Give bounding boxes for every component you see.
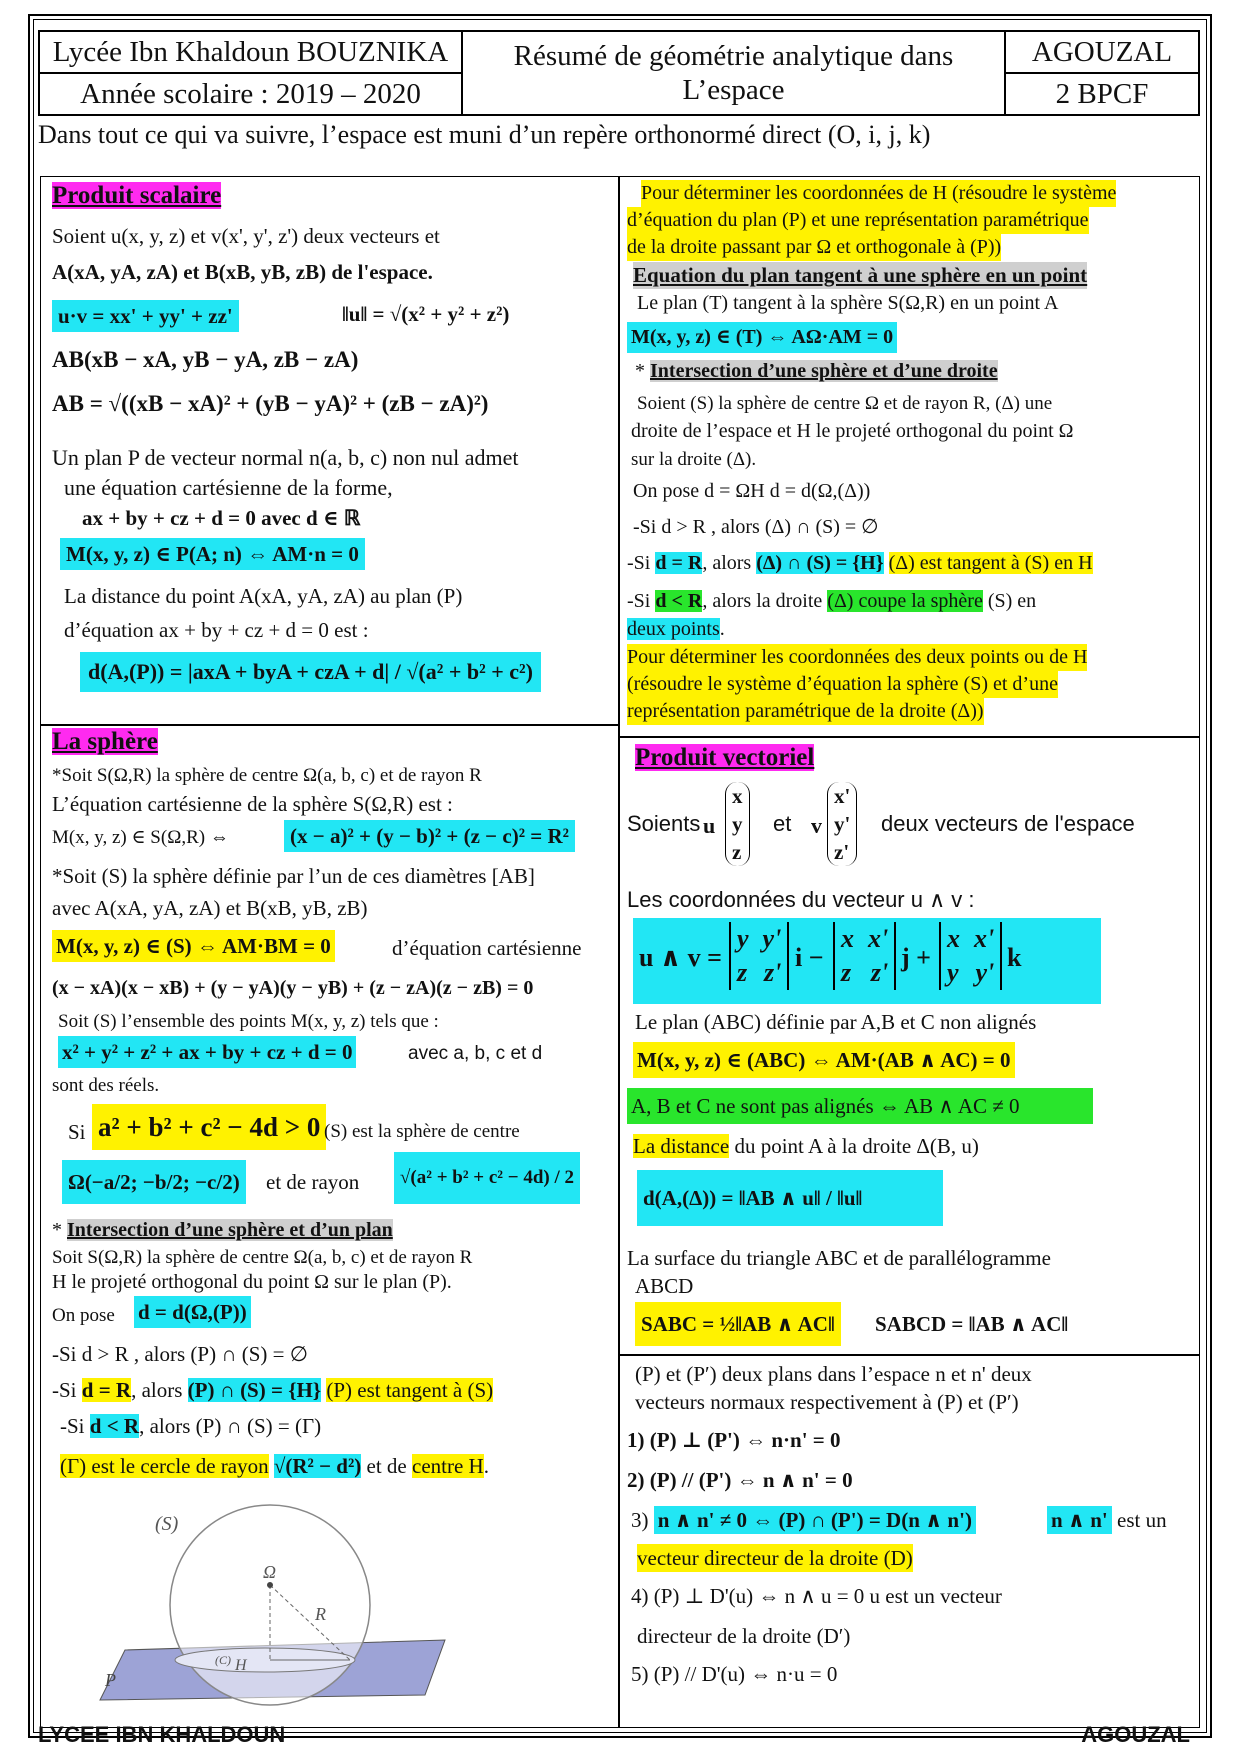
point-line-distance-formula: d(A,(Δ)) = ‖AB ∧ u‖ / ‖u‖: [637, 1170, 943, 1226]
ps-line: Un plan P de vecteur normal n(a, b, c) non nul admet: [52, 445, 519, 470]
label-h: H: [235, 1657, 247, 1674]
inter-droite-case-3: -Si d < R, alors la droite (Δ) coupe la sphère (S) en: [627, 590, 1037, 612]
sphere-line: avec A(xA, yA, zA) et B(xB, yB, zB): [52, 896, 368, 920]
school-name: Lycée Ibn Khaldoun BOUZNIKA: [38, 30, 463, 74]
author-name: AGOUZAL: [1004, 30, 1200, 74]
inter-plan-case-3: -Si d < R, alors (P) ∩ (S) = (Γ): [60, 1414, 322, 1438]
sphere-diameter-equation: (x − xA)(x − xB) + (y − yA)(y − yB) + (z − zA)(z − zB) = 0: [52, 977, 534, 999]
sphere-line: L’équation cartésienne de la sphère S(Ω,R) est :: [52, 792, 453, 816]
sphere-cartesian-equation: (x − a)² + (y − b)² + (z − c)² = R²: [284, 820, 575, 852]
rt-line: (résoudre le système d’équation la sphère (S) et d’une: [627, 671, 1058, 698]
plans-director-vector: n ∧ n' est un: [1047, 1506, 1167, 1534]
plans-line: directeur de la droite (D′): [637, 1624, 851, 1648]
vector-v-coords: x' y' z': [827, 782, 857, 866]
plans-intersection: 3) n ∧ n' ≠ 0 ⇔ (P) ∩ (P') = D(n ∧ n'): [631, 1506, 976, 1534]
footer-left: LYCEE IBN KHALDOUN: [38, 1722, 286, 1747]
plans-line: (P) et (P′) deux plans dans l’espace n et n' deux: [635, 1362, 1032, 1386]
plans-line-parallel: 5) (P) // D'(u) ⇔ n·u = 0: [631, 1662, 838, 1686]
sphere-line: *Soit (S) la sphère définie par l’un de ces diamètres [AB]: [52, 864, 535, 888]
sphere-line: avec a, b, c et d: [408, 1043, 543, 1064]
plane-abc-formula: M(x, y, z) ∈ (ABC) ⇔ AM·(AB ∧ AC) = 0: [633, 1042, 1015, 1078]
inter-plan-case-1: -Si d > R , alors (P) ∩ (S) = ∅: [52, 1342, 309, 1366]
rt-line: droite de l’espace et H le projeté orthogonal du point Ω: [631, 420, 1074, 442]
sphere-center-formula: Ω(−a/2; −b/2; −c/2): [62, 1160, 246, 1204]
distance-ab-formula: AB = √((xB − xA)² + (yB − yA)² + (zB − zA)²): [52, 391, 489, 416]
vector-u-coords: x y z: [725, 782, 750, 866]
rt-line: Soient (S) la sphère de centre Ω et de rayon R, (Δ) une: [637, 393, 1053, 414]
ps-line: Soient u(x, y, z) et v(x', y', z') deux vecteurs et: [52, 224, 440, 248]
inter-droite-deux-points: deux points.: [627, 618, 725, 640]
cross-product-formula: u ∧ v = y y' z z' i − x x' z z' j + x x' y y' k: [633, 918, 1101, 1004]
parallelogram-area-formula: SABCD = ‖AB ∧ AC‖: [875, 1312, 1069, 1336]
rt-line: -Si d > R , alors (Δ) ∩ (S) = ∅: [633, 516, 879, 538]
vector-v-label: v: [811, 813, 822, 838]
plans-parallel: 2) (P) // (P') ⇔ n ∧ n' = 0: [627, 1468, 853, 1492]
distance-center-plane: d = d(Ω,(P)): [134, 1296, 251, 1328]
ps-line: une équation cartésienne de la forme,: [64, 475, 393, 500]
inter-plan-line: On pose: [52, 1305, 115, 1326]
label-c: (C): [215, 1653, 231, 1667]
general-sphere-equation: x² + y² + z² + ax + by + cz + d = 0: [58, 1036, 356, 1068]
sphere-condition: a² + b² + c² − 4d > 0: [92, 1104, 326, 1150]
sphere-line: d’équation cartésienne: [392, 936, 582, 960]
rt-line: sur la droite (Δ).: [631, 449, 757, 470]
sphere-radius-formula: √(a² + b² + c² − 4d) / 2: [394, 1152, 580, 1204]
rt-line: représentation paramétrique de la droite (Δ)): [627, 698, 984, 725]
plans-line: vecteurs normaux respectivement à (P) et (P′): [635, 1390, 1019, 1414]
inter-droite-title: * Intersection d’une sphère et d’une droite: [635, 360, 998, 382]
school-year: Année scolaire : 2019 – 2020: [38, 72, 463, 116]
sphere-line: Soit (S) l’ensemble des points M(x, y, z) tels que :: [58, 1011, 439, 1032]
sphere-shape: [170, 1505, 370, 1705]
ps-line: d’équation ax + by + cz + d = 0 est :: [64, 618, 369, 642]
ps-line: La distance du point A(xA, yA, zA) au plan (P): [64, 584, 463, 608]
plane-equation: ax + by + cz + d = 0 avec d ∈ ℝ: [82, 506, 361, 530]
inter-plan-case-2: -Si d = R, alors (P) ∩ (S) = {H} (P) est tangent à (S): [52, 1378, 494, 1402]
label-omega: Ω: [263, 1562, 277, 1582]
sphere-plane-figure: [95, 1500, 475, 1710]
pv-soients: Soients: [627, 811, 701, 836]
class-name: 2 BPCF: [1004, 72, 1200, 116]
intro-text: Dans tout ce qui va suivre, l’espace est muni d’un repère orthonormé direct (O, i, j, k): [38, 120, 931, 149]
produit-scalaire-title: Produit scalaire: [52, 182, 222, 209]
document-title: Résumé de géométrie analytique dans L’espace: [461, 30, 1006, 116]
pv-line: ABCD: [635, 1274, 694, 1298]
rt-line: d’équation du plan (P) et une représentation paramétrique: [627, 207, 1089, 234]
sphere-line: Si: [68, 1120, 86, 1144]
plans-perpendicular: 1) (P) ⊥ (P') ⇔ n·n' = 0: [627, 1428, 841, 1452]
tangent-plane-title: Equation du plan tangent à une sphère en un point: [633, 263, 1088, 287]
inter-plan-circle: (Γ) est le cercle de rayon √(R² − d²) et de centre H.: [60, 1454, 489, 1478]
vector-ab-coords: AB(xB − xA, yB − yA, zB − zA): [52, 347, 359, 372]
sphere-line: M(x, y, z) ∈ S(Ω,R) ⇔: [52, 827, 229, 848]
footer-right: AGOUZAL: [1081, 1722, 1190, 1747]
rt-line: Pour déterminer les coordonnées des deux points ou de H: [627, 644, 1087, 671]
vector-u-label: u: [703, 813, 716, 838]
sphere-title: La sphère: [52, 728, 158, 755]
inter-droite-case-2: -Si d = R, alors (Δ) ∩ (S) = {H} (Δ) est tangent à (S) en H: [627, 552, 1093, 574]
rt-line: Pour déterminer les coordonnées de H (résoudre le système: [641, 180, 1116, 207]
rt-line: On pose d = ΩH d = d(Ω,(Δ)): [633, 480, 871, 502]
inter-plan-line: H le projeté orthogonal du point Ω sur le plan (P).: [52, 1271, 452, 1293]
pv-line: Le plan (ABC) définie par A,B et C non alignés: [635, 1010, 1037, 1034]
pv-line: La surface du triangle ABC et de parallélogramme: [627, 1246, 1051, 1270]
norm-formula: ‖u‖ = √(x² + y² + z²): [342, 302, 510, 326]
plane-point-normal-formula: M(x, y, z) ∈ P(A; n) ⇔ AM·n = 0: [60, 538, 365, 570]
rt-line: Le plan (T) tangent à la sphère S(Ω,R) en un point A: [637, 292, 1059, 314]
label-p: P: [105, 1670, 116, 1690]
center-point: [267, 1582, 273, 1588]
sphere-line: sont des réels.: [52, 1075, 160, 1096]
pv-line: deux vecteurs de l'espace: [881, 811, 1135, 836]
label-s: (S): [155, 1513, 179, 1535]
rt-line: de la droite passant par Ω et orthogonale à (P)): [627, 234, 1001, 261]
sphere-diameter-formula: M(x, y, z) ∈ (S) ⇔ AM·BM = 0: [52, 930, 335, 962]
non-aligned-condition: A, B et C ne sont pas alignés ⇔ AB ∧ AC ≠ 0: [627, 1088, 1093, 1124]
pv-distance-line: La distance du point A à la droite Δ(B, u): [633, 1134, 979, 1158]
sphere-line: et de rayon: [266, 1170, 360, 1194]
pv-et: et: [773, 811, 792, 836]
pv-line: Les coordonnées du vecteur u ∧ v :: [627, 887, 975, 912]
triangle-area-formula: SABC = ½‖AB ∧ AC‖: [635, 1302, 841, 1346]
ps-line: A(xA, yA, zA) et B(xB, yB, zB) de l'espace.: [52, 260, 433, 284]
plans-line-perp: 4) (P) ⊥ D'(u) ⇔ n ∧ u = 0 u est un vecteur: [631, 1584, 1002, 1608]
label-r: R: [315, 1604, 326, 1624]
inter-plan-line: Soit S(Ω,R) la sphère de centre Ω(a, b, c) et de rayon R: [52, 1247, 473, 1268]
point-plane-distance-formula: d(A,(P)) = |axA + byA + czA + d| / √(a² + b² + c²): [80, 652, 541, 692]
tangent-plane-formula: M(x, y, z) ∈ (T) ⇔ AΩ·AM = 0: [627, 322, 897, 353]
inter-plan-title: * Intersection d’une sphère et d’un plan: [52, 1219, 393, 1241]
plans-line: vecteur directeur de la droite (D): [637, 1546, 913, 1570]
produit-vectoriel-title: Produit vectoriel: [635, 744, 815, 771]
sphere-line: *Soit S(Ω,R) la sphère de centre Ω(a, b, c) et de rayon R: [52, 765, 482, 786]
sphere-line: (S) est la sphère de centre: [324, 1121, 520, 1142]
dot-product-formula: u·v = xx' + yy' + zz': [52, 300, 239, 332]
